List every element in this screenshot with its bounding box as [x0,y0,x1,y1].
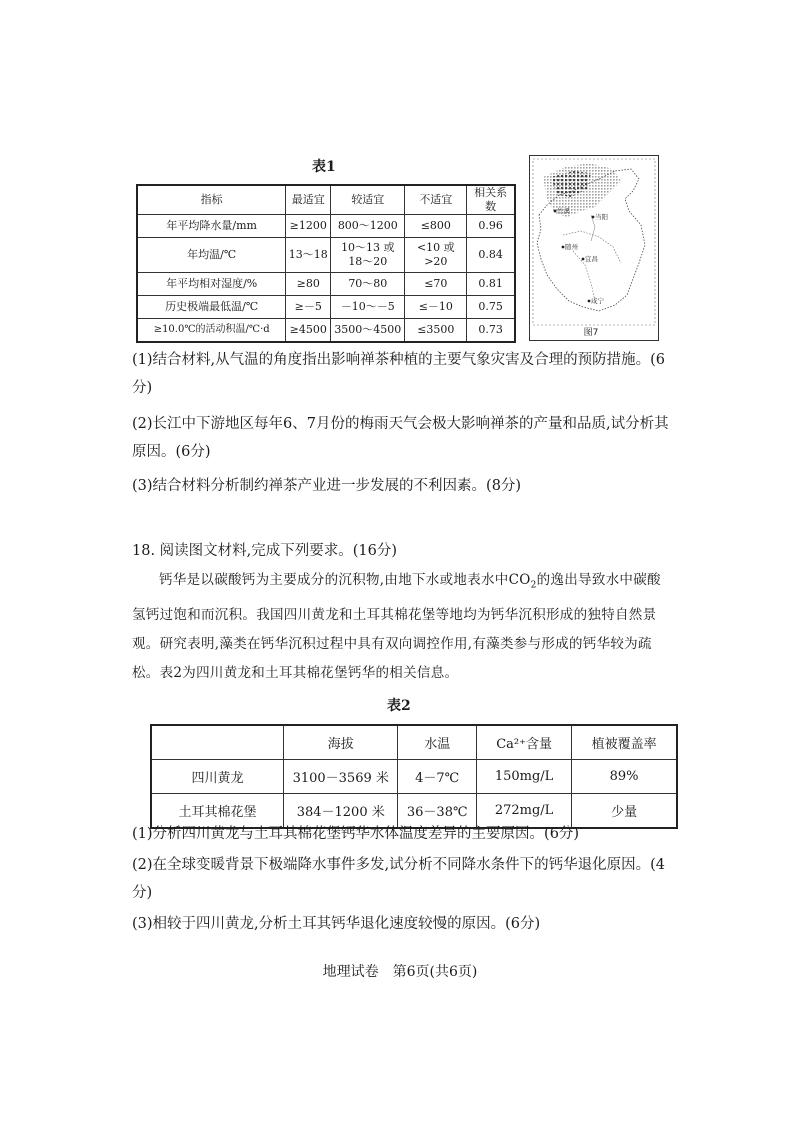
table2-cell: 土耳其棉花堡 [151,794,284,829]
table2-cell: 150mg/L [476,760,571,794]
table1-header-cell: 较适宜 [331,185,405,215]
table1-cell: ≥－5 [286,296,331,319]
table2-header-cell: 植被覆盖率 [572,725,677,760]
table2-header-cell [151,725,284,760]
table2-cell: 3100－3569 米 [284,760,398,794]
table-row [137,238,515,273]
table1-header-cell: 相关系数 [467,185,515,215]
table2-header-cell: Ca²⁺含量 [476,725,571,760]
q18-question-2: (2)在全球变暖背景下极端降水事件多发,试分析不同降水条件下的钙华退化原因。(4分) [132,857,666,901]
q18-question-3: (3)相较于四川黄龙,分析土耳其钙华退化速度较慢的原因。(6分) [132,916,541,932]
map-label: 竹溪 [557,207,570,215]
map-label: 当阳 [595,213,608,221]
table1-cell: 0.84 [467,238,515,273]
table1-cell: 70～80 [331,273,405,296]
table1-cell: 3500～4500 [331,319,405,343]
table1-cell: 年平均降水量/mm [137,215,286,238]
map-label: 随州 [565,243,578,251]
table1-cell: ≤70 [405,273,467,296]
table2-header-row [151,725,677,760]
table2-caption: 表2 [387,698,411,714]
city-marker [592,216,595,219]
map-label: 咸宁 [591,297,604,305]
table1-cell: 年平均相对湿度/% [137,273,286,296]
table1 [136,184,516,343]
q18-title: 18. 阅读图文材料,完成下列要求。(16分) [132,543,398,559]
table1-cell: 800～1200 [331,215,405,238]
table1-cell: ≤－10 [405,296,467,319]
table1-header-cell: 最适宜 [286,185,331,215]
table1-cell: 0.75 [467,296,515,319]
q18-material-text: 的逸出导致水中碳酸氢钙过饱和而沉积。我国四川黄龙和土耳其棉花堡等地均为钙华沉积形成的独特自然景观。研究表明,藻类在钙华沉积过程中具有双向调控作用,有藻类参与形成的钙华较为疏松。表2为四川黄龙和土耳其棉花堡钙华的相关信息。 [132,572,661,681]
table1-cell: 10～13 或 18～20 [331,238,405,273]
table2-cell: 89% [572,760,677,794]
map-label: 宜昌 [585,255,598,263]
city-marker [588,300,591,303]
table1-header-cell: 指标 [137,185,286,215]
table1-cell: ≥80 [286,273,331,296]
table2-cell: 36－38℃ [398,794,477,829]
q18-question-1: (1)分析四川黄龙与土耳其棉花堡钙华水体温度差异的主要原因。(6分) [132,826,580,842]
city-marker [554,210,557,213]
table1-caption: 表1 [312,159,336,175]
city-marker [582,258,585,261]
table1-cell: 0.96 [467,215,515,238]
map-caption: 图7 [583,328,599,338]
table1-cell: 0.81 [467,273,515,296]
table-row [151,760,677,794]
q18-material [132,566,672,688]
table2-cell: 四川黄龙 [151,760,284,794]
table1-cell: ≤3500 [405,319,467,343]
table1-cell: 13～18 [286,238,331,273]
q17-question-1: (1)结合材料,从气温的角度指出影响禅茶种植的主要气象灾害及合理的预防措施。(6分) [132,352,666,396]
q18-material-text: 钙华是以碳酸钙为主要成分的沉积物,由地下水或地表水中CO [159,572,531,588]
table-row [137,215,515,238]
table2-header-cell: 水温 [398,725,477,760]
table1-cell: <10 或 >20 [405,238,467,273]
table-row [137,296,515,319]
city-marker [562,246,565,249]
q18-material-subscript: 2 [530,580,537,591]
q17-question-2: (2)长江中下游地区每年6、7月份的梅雨天气会极大影响禅茶的产量和品质,试分析其原因。(6分) [132,416,669,460]
page-footer: 地理试卷 第6页(共6页) [322,964,478,980]
table1-cell: ≤800 [405,215,467,238]
table1-header-row [137,185,515,215]
table2-cell: 272mg/L [476,794,571,829]
table1-cell: 年均温/℃ [137,238,286,273]
table1-header-cell: 不适宜 [405,185,467,215]
table2-cell: 4－7℃ [398,760,477,794]
table1-cell: －10～－5 [331,296,405,319]
table2-cell: 384－1200 米 [284,794,398,829]
table2 [150,724,678,829]
table1-cell: 历史极端最低温/℃ [137,296,286,319]
table-row [137,273,515,296]
table1-cell: 0.73 [467,319,515,343]
q17-question-3: (3)结合材料分析制约禅茶产业进一步发展的不利因素。(8分) [132,478,522,494]
map-figure [529,155,659,341]
table2-cell: 少量 [572,794,677,829]
table2-header-cell: 海拔 [284,725,398,760]
table1-cell: ≥10.0℃的活动积温/℃·d [137,319,286,343]
table1-cell: ≥4500 [286,319,331,343]
table-row [137,319,515,343]
table1-cell: ≥1200 [286,215,331,238]
